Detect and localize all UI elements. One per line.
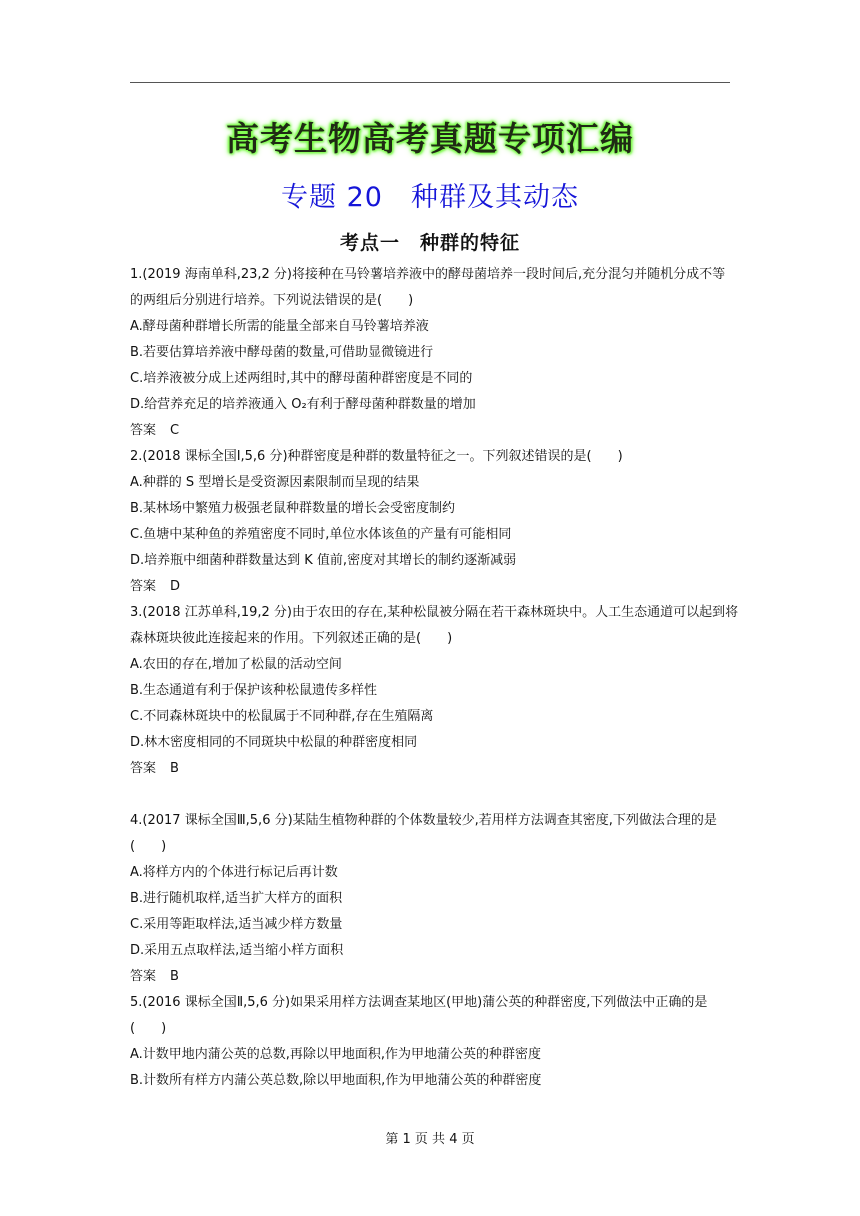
option-a: A.计数甲地内蒲公英的总数,再除以甲地面积,作为甲地蒲公英的种群密度: [130, 1047, 542, 1062]
spacer: [130, 782, 736, 808]
option-d: D.给营养充足的培养液通入 O₂有利于酵母菌种群数量的增加: [130, 397, 476, 412]
question-stem: ( ): [130, 839, 167, 854]
option-b: B.进行随机取样,适当扩大样方的面积: [130, 891, 343, 906]
answer-line: [130, 418, 736, 444]
answer-line: [130, 574, 736, 600]
header-rule: [130, 82, 730, 83]
option-c: C.采用等距取样法,适当减少样方数量: [130, 917, 343, 932]
option-a: A.将样方内的个体进行标记后再计数: [130, 865, 338, 880]
question-2: [130, 444, 736, 600]
option-c: C.不同森林斑块中的松鼠属于不同种群,存在生殖隔离: [130, 709, 434, 724]
option-d: D.林木密度相同的不同斑块中松鼠的种群密度相同: [130, 735, 418, 750]
question-1: [130, 262, 736, 444]
question-stem: ( ): [130, 1021, 167, 1036]
option-b: B.生态通道有利于保护该种松鼠遗传多样性: [130, 683, 378, 698]
option-c: C.培养液被分成上述两组时,其中的酵母菌种群密度是不同的: [130, 371, 473, 386]
option-b: B.某林场中繁殖力极强老鼠种群数量的增长会受密度制约: [130, 501, 456, 516]
option-b: B.计数所有样方内蒲公英总数,除以甲地面积,作为甲地蒲公英的种群密度: [130, 1073, 542, 1088]
question-4: [130, 808, 736, 990]
option-c: C.鱼塘中某种鱼的养殖密度不同时,单位水体该鱼的产量有可能相同: [130, 527, 512, 542]
answer-value: C: [170, 423, 180, 438]
question-stem: 的两组后分别进行培养。下列说法错误的是( ): [130, 293, 414, 308]
answer-line: [130, 964, 736, 990]
option-b: B.若要估算培养液中酵母菌的数量,可借助显微镜进行: [130, 345, 434, 360]
answer-value: B: [170, 761, 179, 776]
option-a: A.种群的 S 型增长是受资源因素限制而呈现的结果: [130, 475, 420, 490]
answer-label: 答案: [130, 423, 157, 438]
question-stem: 森林斑块彼此连接起来的作用。下列叙述正确的是( ): [130, 631, 453, 646]
option-a: A.酵母菌种群增长所需的能量全部来自马铃薯培养液: [130, 319, 429, 334]
question-stem: 3.(2018 江苏单科,19,2 分)由于农田的存在,某种松鼠被分隔在若干森林斑块中。人工生态通道可以起到将: [130, 605, 739, 620]
question-list: [130, 262, 739, 1094]
answer-value: D: [170, 579, 181, 594]
option-d: D.培养瓶中细菌种群数量达到 K 值前,密度对其增长的制约逐渐减弱: [130, 553, 517, 568]
topic-title: 专题 20 种群及其动态: [281, 182, 579, 213]
question-5: [130, 990, 736, 1094]
section-heading: 考点一 种群的特征: [339, 232, 520, 254]
question-stem: 2.(2018 课标全国Ⅰ,5,6 分)种群密度是种群的数量特征之一。下列叙述错误的是( ): [130, 449, 623, 464]
question-3: [130, 600, 739, 782]
question-stem: 5.(2016 课标全国Ⅱ,5,6 分)如果采用样方法调查某地区(甲地)蒲公英的种群密度,下列做法中正确的是: [130, 995, 708, 1010]
page-footer: 第 1 页 共 4 页: [385, 1132, 475, 1147]
answer-line: [130, 756, 736, 782]
answer-label: 答案: [130, 579, 157, 594]
banner-title: 高考生物高考真题专项汇编: [226, 119, 634, 158]
question-stem: 1.(2019 海南单科,23,2 分)将接种在马铃薯培养液中的酵母菌培养一段时间后,充分混匀并随机分成不等: [130, 267, 726, 282]
answer-label: 答案: [130, 969, 157, 984]
option-a: A.农田的存在,增加了松鼠的活动空间: [130, 657, 342, 672]
option-d: D.采用五点取样法,适当缩小样方面积: [130, 943, 344, 958]
answer-value: B: [170, 969, 179, 984]
question-stem: 4.(2017 课标全国Ⅲ,5,6 分)某陆生植物种群的个体数量较少,若用样方法调查其密度,下列做法合理的是: [130, 813, 717, 828]
answer-label: 答案: [130, 761, 157, 776]
